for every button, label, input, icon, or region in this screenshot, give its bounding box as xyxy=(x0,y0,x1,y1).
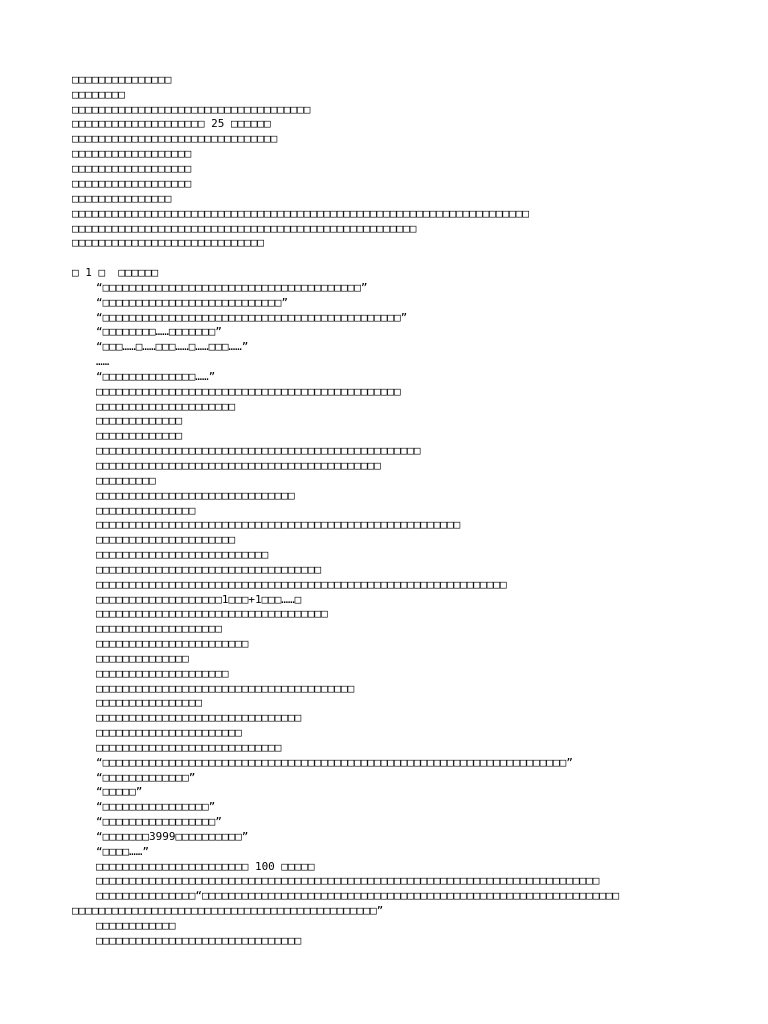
text-line: □□□□□□□□□□□□□ xyxy=(96,414,183,427)
dialogue-line: “□□□□□□□□□□□□□” xyxy=(96,771,196,784)
text-line: □□□□□□□□□ xyxy=(96,474,156,487)
text-line: □□□□□□□□□□□□□□□□□□ xyxy=(72,177,192,190)
text-line: □□□□□□□□□□□□□□□□□□□□□□□□□□ xyxy=(96,548,269,561)
text-line: □□□□□□□□□□□□□□□ xyxy=(72,192,172,205)
text-line: □□□□□□□□□□□□□□□□□□□□□□□□□□□□□□□ xyxy=(96,934,302,947)
text-line: □□□□□□□□□□□□□□□□□□□□□□□□□□□□□□□□□□□□□□□□□□□ xyxy=(96,459,381,472)
dialogue-line: “□□□□□□□3999□□□□□□□□□□” xyxy=(96,830,249,843)
text-line: □□□□□□□□□□□□□□□□□□□ xyxy=(96,622,222,635)
text-line: □□□□□□□□□□□□□□□□□□□□□□ xyxy=(96,726,242,739)
dialogue-line: “□□□□□□□□□□□□□□□□□□□□□□□□□□□□□□□□□□□□□□□□□□□□□” xyxy=(96,311,408,324)
text-line: □□□□□□□□□□□□□ xyxy=(96,429,183,442)
dialogue-line: “□□□□□□□□□□□□□□□□” xyxy=(96,800,216,813)
dialogue-line: “□□□□□□□□□□□□□□□□□□□□□□□□□□□□□□□□□□□□□□□” xyxy=(96,281,368,294)
text-line: □□□□□□□□□□□□□□□□□□□□□□□□□□□□□□□□□□□ xyxy=(96,607,328,620)
dialogue-line: “□□□□□□□□□□□□□□……” xyxy=(96,370,216,383)
dialogue-line: “□□□□□□□□……□□□□□□□” xyxy=(96,325,222,338)
text-line: □□□□□□□□□□□□□□□□□□□□□□□□□□□□□□□ xyxy=(96,711,302,724)
text-line: □□□□□□□□□□□□□□□□□□□□□□□□□□□□□□□□□□□□□□□ xyxy=(96,682,355,695)
dialogue-line: “□□□□□□□□□□□□□□□□□□□□□□□□□□□” xyxy=(96,296,289,309)
text-line: □□□□□□□□□□□□□□□□□□□□□□□□□□□□□ xyxy=(72,236,265,249)
text-line: □□□□□□□□□□□□□□□□□□□□□□□□□□□□□□□□□□□□ xyxy=(72,103,311,116)
text-line: □□□□□□□□□□□□□□□□□□□□□□□□□□□□□□□□□□□□□□□□□□□□□□□□□□□□□□□□□□□□□□□□□□□□□□□□□□□□ xyxy=(96,874,600,887)
text-line: □□□□□□□□□□□□ xyxy=(96,919,176,932)
dialogue-line: “□□□……□……□□□……□……□□□……” xyxy=(96,340,249,353)
text-line: □□□□□□□□□□□□□□□□□□□□□ xyxy=(96,400,236,413)
text-line: □□□□□□□□□□□□□□□ xyxy=(96,504,196,517)
text-line: □□□□□□□□□□□□□□□□□□□□□□□ xyxy=(96,637,249,650)
text-line: □□□□□□□□□□□□□□□□□□□□□□□□□□□□ xyxy=(96,741,282,754)
dialogue-line: “□□□□□□□□□□□□□□□□□” xyxy=(96,815,222,828)
text-line: □□□□□□□□□□□□□□□□□□□□ 25 □□□□□□ xyxy=(72,117,271,130)
text-line: □□□□□□□□□□□□□□□□□□□□□□□□□□□□□□□□□□□□□□□□□□□□□□ xyxy=(96,385,401,398)
chapter-heading: □ 1 □ □□□□□□ xyxy=(72,266,159,279)
text-line: □□□□□□□□□□□□□□□□□□□□□□□□□□□□□□□□□□□□□□□□□□□□□□□□□□□□ xyxy=(72,222,417,235)
dialogue-line: “□□□□□” xyxy=(96,785,143,798)
text-line: □□□□□□□□□□□□□□□“□□□□□□□□□□□□□□□□□□□□□□□□□□□□□□□□□□□□□□□□□□□□□□□□□□□□□□□□□□□□□□□ xyxy=(96,889,620,902)
text-line: □□□□□□□□□□□□□□□□□□ xyxy=(72,147,192,160)
text-line: □□□□□□□□□□□□□□□□□□□□□□□□□□□□□□□□□□ xyxy=(96,563,322,576)
text-line: □□□□□□□□□□□□□□□□ xyxy=(96,696,202,709)
text-line: □□□□□□□□ xyxy=(72,88,125,101)
text-line: □□□□□□□□□□□□□□□□□□□□□□□□□□□□□□□ xyxy=(72,132,278,145)
text-line: □□□□□□□□□□□□□□□□□□□□□□□□□□□□□□□□□□□□□□□□□□□□□□□□□□□□□□□□□□□□□□ xyxy=(96,578,507,591)
dialogue-line: “□□□□□□□□□□□□□□□□□□□□□□□□□□□□□□□□□□□□□□□□□□□□□□□□□□□□□□□□□□□□□□□□□□□□□□” xyxy=(96,756,573,769)
text-line: □□□□□□□□□□□□□□□ xyxy=(72,73,172,86)
text-line: …… xyxy=(96,355,110,368)
dialogue-line: “□□□□……” xyxy=(96,845,149,858)
text-line: □□□□□□□□□□□□□□□□□□□1□□□+1□□□……□ xyxy=(96,593,302,606)
text-line: □□□□□□□□□□□□□□□□□□□□□□□□□□□□□□ xyxy=(96,489,295,502)
text-line: □□□□□□□□□□□□□□□□□□□□□□□□□□□□□□□□□□□□□□□□□□□□□□□□□□□□□□□ xyxy=(96,518,461,531)
text-line: □□□□□□□□□□□□□□□□□□□□□□□□□□□□□□□□□□□□□□□□□□□□□□□□□ xyxy=(96,444,421,457)
text-line: □□□□□□□□□□□□□□□□□□□□□□□□□□□□□□□□□□□□□□□□□□□□□□” xyxy=(72,904,384,917)
text-line: □□□□□□□□□□□□□□□□□□□□ xyxy=(96,667,229,680)
text-line: □□□□□□□□□□□□□□□□□□□□□□□□□□□□□□□□□□□□□□□□□□□□□□□□□□□□□□□□□□□□□□□□□□□□□ xyxy=(72,207,529,220)
text-line: □□□□□□□□□□□□□□□□□□□□□ xyxy=(96,533,236,546)
text-line: □□□□□□□□□□□□□□□□□□ xyxy=(72,162,192,175)
text-line: □□□□□□□□□□□□□□□□□□□□□□□ 100 □□□□□ xyxy=(96,860,315,873)
text-line: □□□□□□□□□□□□□□ xyxy=(96,652,189,665)
